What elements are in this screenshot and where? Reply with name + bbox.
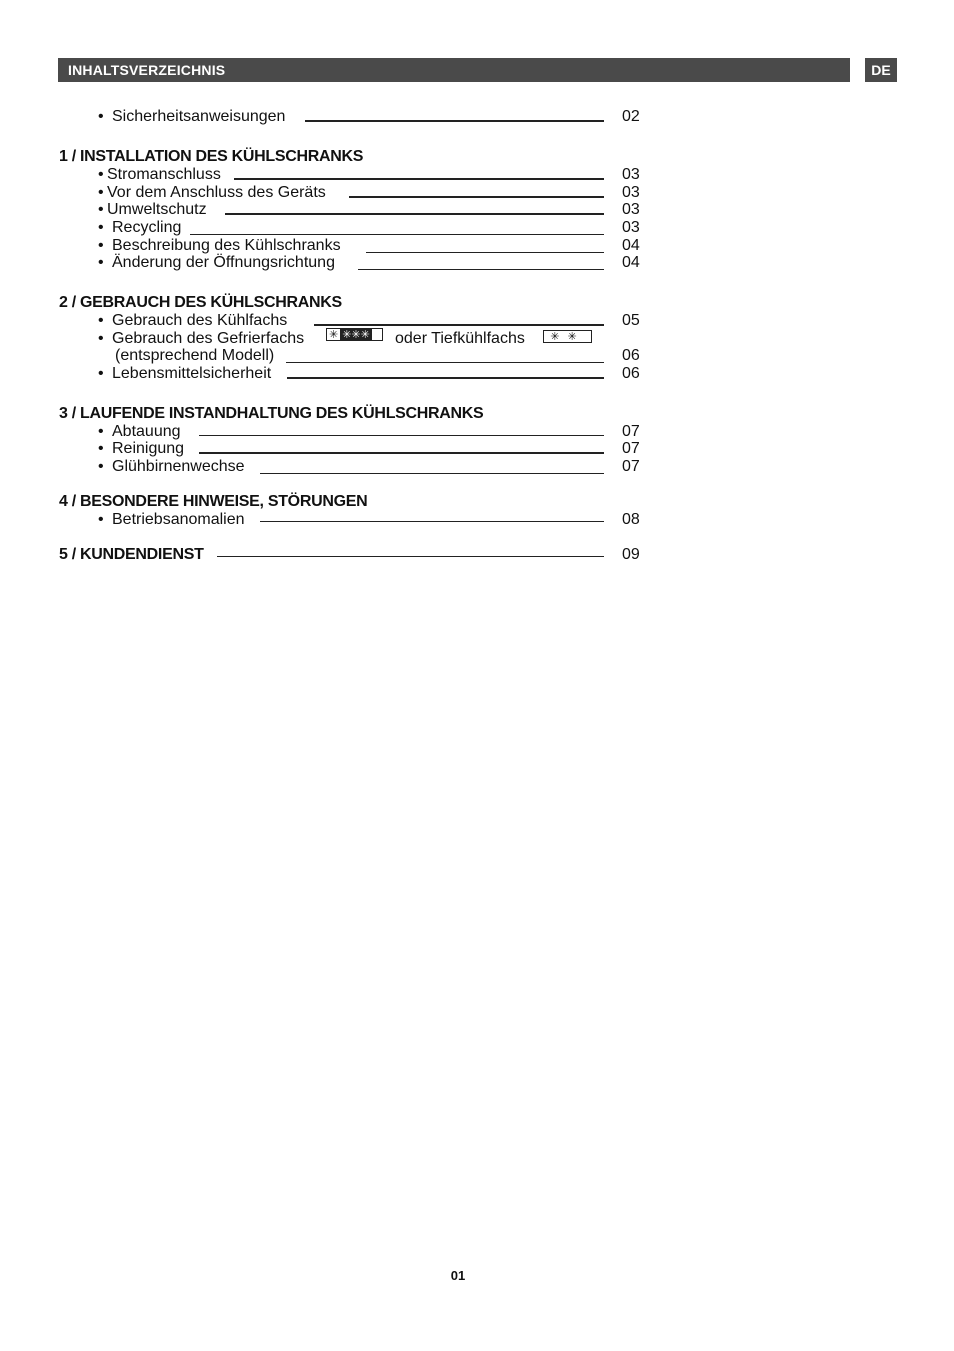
freezer-2star-icon: ✳✳ bbox=[543, 330, 592, 343]
leader-line bbox=[305, 120, 604, 122]
leader-line bbox=[225, 213, 604, 215]
leader-line bbox=[234, 178, 604, 180]
toc-entry[interactable] bbox=[98, 347, 642, 365]
toc-entry-label: Glühbirnenwechse bbox=[112, 458, 245, 475]
leader-line bbox=[260, 473, 604, 474]
leader-line bbox=[287, 377, 604, 379]
toc-entry[interactable] bbox=[98, 166, 642, 184]
toc-entry-label: Umweltschutz bbox=[107, 201, 207, 218]
bullet: • bbox=[98, 312, 104, 329]
toc-entry-page: 07 bbox=[622, 458, 640, 475]
toc-entry-page: 03 bbox=[622, 166, 640, 183]
bullet: • bbox=[98, 330, 104, 347]
header-bar bbox=[58, 58, 850, 82]
toc-entry-label: Stromanschluss bbox=[107, 166, 221, 183]
bullet: • bbox=[98, 254, 104, 271]
bullet: • bbox=[98, 166, 104, 183]
toc-entry-page: 06 bbox=[622, 365, 640, 382]
page-title: INHALTSVERZEICHNIS bbox=[68, 62, 226, 78]
bullet: • bbox=[98, 440, 104, 457]
bullet: • bbox=[98, 458, 104, 475]
toc-entry-page: 03 bbox=[622, 184, 640, 201]
bullet: • bbox=[98, 108, 104, 125]
bullet: • bbox=[98, 423, 104, 440]
toc-entry[interactable] bbox=[98, 365, 642, 383]
page-number: 01 bbox=[450, 1268, 466, 1283]
leader-line bbox=[314, 324, 604, 326]
section-title[interactable]: 2 / GEBRAUCH DES KÜHLSCHRANKS bbox=[59, 294, 342, 311]
toc-entry[interactable] bbox=[98, 511, 642, 529]
section-title[interactable]: 4 / BESONDERE HINWEISE, STÖRUNGEN bbox=[59, 493, 368, 510]
toc-entry-page: 07 bbox=[622, 423, 640, 440]
toc-entry-label: Recycling bbox=[112, 219, 182, 236]
leader-line bbox=[190, 234, 604, 235]
language-badge: DE bbox=[865, 58, 897, 82]
toc-entry-label: Vor dem Anschluss des Geräts bbox=[107, 184, 326, 201]
toc-entry[interactable] bbox=[98, 423, 642, 441]
toc-entry-page: 05 bbox=[622, 312, 640, 329]
toc-entry-page: 04 bbox=[622, 254, 640, 271]
toc-entry-label: Änderung der Öffnungsrichtung bbox=[112, 254, 335, 271]
bullet: • bbox=[98, 219, 104, 236]
bullet: • bbox=[98, 511, 104, 528]
toc-entry[interactable] bbox=[98, 440, 642, 458]
leader-line bbox=[286, 362, 604, 363]
section-title[interactable]: 3 / LAUFENDE INSTANDHALTUNG DES KÜHLSCHRANKS bbox=[59, 405, 484, 422]
leader-line bbox=[358, 269, 604, 270]
toc-entry-page: 04 bbox=[622, 237, 640, 254]
toc-entry-label: Beschreibung des Kühlschranks bbox=[112, 237, 341, 254]
leader-line bbox=[349, 196, 604, 198]
leader-line bbox=[260, 521, 604, 522]
toc-entry[interactable] bbox=[98, 237, 642, 255]
toc-entry-page: 03 bbox=[622, 219, 640, 236]
toc-entry-label: (entsprechend Modell) bbox=[115, 347, 275, 364]
toc-entry-page: 07 bbox=[622, 440, 640, 457]
toc-entry[interactable] bbox=[98, 184, 642, 202]
leader-line bbox=[217, 556, 604, 557]
toc-entry-page: 02 bbox=[622, 108, 640, 125]
bullet: • bbox=[98, 365, 104, 382]
toc-entry[interactable] bbox=[98, 108, 642, 126]
toc-entry[interactable] bbox=[98, 219, 642, 237]
toc-entry-label: Sicherheitsanweisungen bbox=[112, 108, 286, 125]
toc-entry-page: 03 bbox=[622, 201, 640, 218]
section-title[interactable]: 5 / KUNDENDIENST bbox=[59, 546, 204, 563]
toc-entry-page: 08 bbox=[622, 511, 640, 528]
toc-entry[interactable] bbox=[98, 254, 642, 272]
toc-entry-label: Reinigung bbox=[112, 440, 185, 457]
leader-line bbox=[199, 452, 604, 454]
toc-entry-label: Gebrauch des Gefrierfachs bbox=[112, 330, 305, 347]
leader-line bbox=[199, 435, 604, 436]
freezer-4star-icon: ✳ ✳✳✳ bbox=[326, 328, 383, 341]
bullet: • bbox=[98, 184, 104, 201]
toc-entry-label-secondary: oder Tiefkühlfachs bbox=[395, 330, 525, 347]
toc-entry[interactable] bbox=[98, 201, 642, 219]
toc-entry-label: Lebensmittelsicherheit bbox=[112, 365, 272, 382]
section-title[interactable]: 1 / INSTALLATION DES KÜHLSCHRANKS bbox=[59, 148, 364, 165]
toc-entry[interactable] bbox=[98, 330, 642, 348]
toc-entry-page: 06 bbox=[622, 347, 640, 364]
toc-entry-label: Gebrauch des Kühlfachs bbox=[112, 312, 288, 329]
toc-entry-page: 09 bbox=[622, 546, 640, 563]
toc-entry-label: Betriebsanomalien bbox=[112, 511, 245, 528]
toc-entry[interactable] bbox=[98, 458, 642, 476]
toc-entry-label: Abtauung bbox=[112, 423, 181, 440]
leader-line bbox=[366, 252, 604, 253]
bullet: • bbox=[98, 201, 104, 218]
bullet: • bbox=[98, 237, 104, 254]
